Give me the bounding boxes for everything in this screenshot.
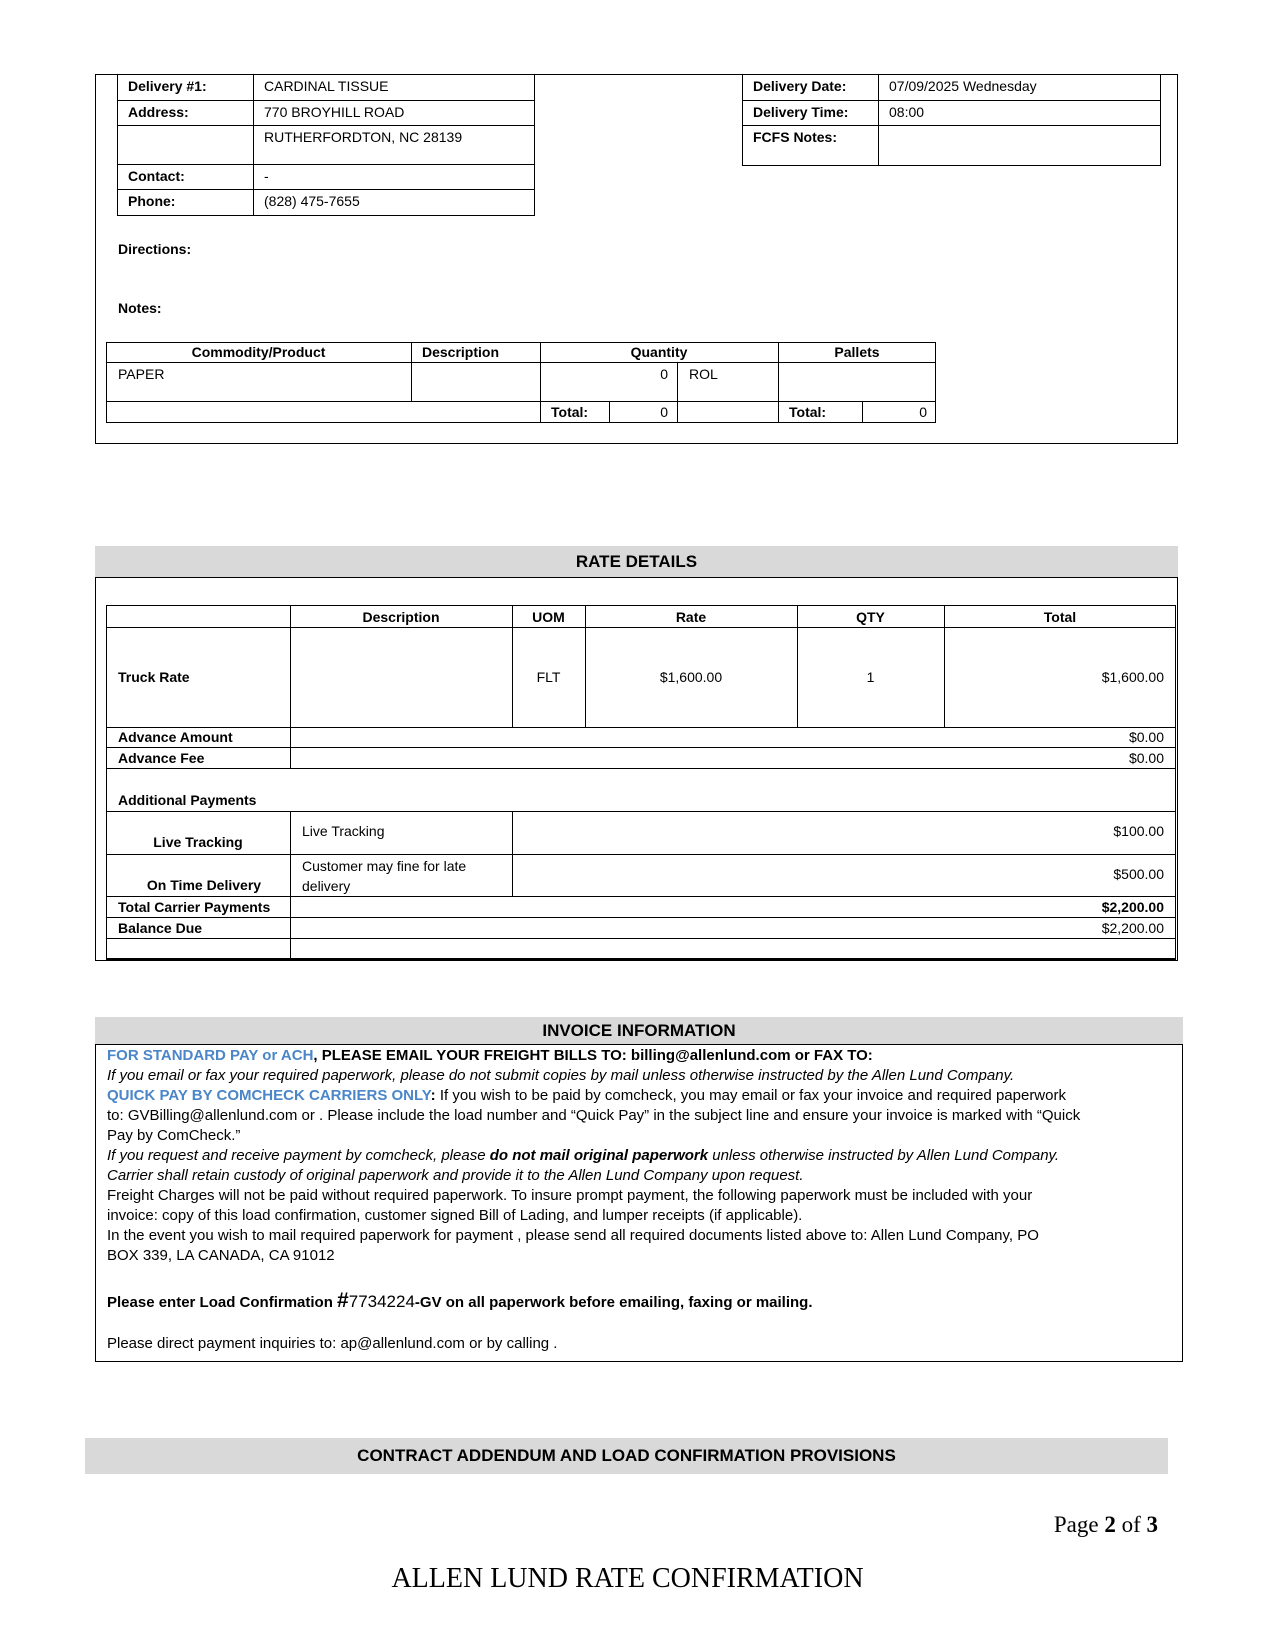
load-number: 7734224 xyxy=(348,1292,415,1311)
contact-label: Contact: xyxy=(117,164,254,190)
advance-amount-label: Advance Amount xyxy=(118,729,233,745)
load-confirmation-a: Please enter Load Confirmation xyxy=(107,1294,338,1311)
load-hash: # xyxy=(337,1289,349,1312)
page-number xyxy=(1054,1512,1158,1538)
load-confirmation-line xyxy=(107,1288,1179,1316)
total-carrier-payments-label: Total Carrier Payments xyxy=(118,899,271,915)
advance-amount-value: $0.00 xyxy=(1128,729,1164,745)
page-current: 2 xyxy=(1104,1512,1116,1537)
balance-due-label: Balance Due xyxy=(118,920,203,936)
on-time-delivery-desc-line2: delivery xyxy=(302,878,351,894)
quick-pay-line3: Pay by ComCheck.” xyxy=(107,1127,241,1144)
live-tracking-label: Live Tracking xyxy=(153,834,243,850)
delivery-date-value: 07/09/2025 Wednesday xyxy=(878,74,1161,101)
of-word: of xyxy=(1115,1512,1147,1537)
standard-pay-instructions: , PLEASE EMAIL YOUR FREIGHT BILLS TO: billing@allenlund.com or FAX TO: xyxy=(313,1047,873,1064)
contact-value: - xyxy=(253,164,535,190)
standard-pay-line xyxy=(107,1046,1179,1066)
total-carrier-payments-value: $2,200.00 xyxy=(1101,899,1164,915)
rate-col-qty: QTY xyxy=(856,609,885,625)
custody-note: Carrier shall retain custody of original paperwork and provide it to the Allen Lund Company upon request. xyxy=(107,1167,804,1184)
pallets-total-label: Total: xyxy=(789,404,827,420)
quick-pay-line xyxy=(107,1086,1179,1106)
on-time-delivery-desc-line1: Customer may fine for late xyxy=(302,858,467,874)
quick-pay-line2: to: GVBilling@allenlund.com or . Please include the load number and “Quick Pay” in the subject line and ensure your invoice is marked with “Quick xyxy=(107,1107,1081,1124)
comcheck-note-bold: do not mail original paperwork xyxy=(489,1147,709,1164)
phone-value: (828) 475-7655 xyxy=(253,189,535,216)
rate-col-uom: UOM xyxy=(532,609,565,625)
invoice-body xyxy=(107,1046,1179,1354)
balance-due-value: $2,200.00 xyxy=(1101,920,1164,936)
delivery-date-label: Delivery Date: xyxy=(742,74,879,101)
fcfs-notes-value xyxy=(878,125,1161,166)
invoice-title: INVOICE INFORMATION xyxy=(95,1017,1183,1045)
page-total: 3 xyxy=(1146,1512,1158,1537)
mail-paperwork-line2: BOX 339, LA CANADA, CA 91012 xyxy=(107,1247,335,1264)
notes-label: Notes: xyxy=(118,300,162,316)
truck-rate-total: $1,600.00 xyxy=(1101,669,1164,685)
commodity-qty: 0 xyxy=(660,366,668,382)
qty-total-value: 0 xyxy=(660,404,668,420)
comcheck-note-c: unless otherwise instructed by Allen Lund Company. xyxy=(708,1147,1060,1164)
rate-col-total: Total xyxy=(1043,609,1077,625)
advance-fee-label: Advance Fee xyxy=(118,750,205,766)
freight-charges-line2: invoice: copy of this load confirmation, customer signed Bill of Lading, and lumper receipts (if applicable). xyxy=(107,1207,803,1224)
delivery-number-label: Delivery #1: xyxy=(117,74,254,101)
page-word: Page xyxy=(1053,1512,1105,1537)
qty-total-label: Total: xyxy=(551,404,589,420)
truck-rate-rate: $1,600.00 xyxy=(659,669,723,685)
email-fax-note: If you email or fax your required paperwork, please do not submit copies by mail unless otherwise instructed by the Allen Lund Company. xyxy=(107,1067,1015,1084)
col-quantity: Quantity xyxy=(630,344,688,360)
quick-pay-colon: : xyxy=(430,1087,436,1104)
delivery-name: CARDINAL TISSUE xyxy=(253,74,535,101)
truck-rate-uom: FLT xyxy=(536,669,561,685)
commodity-product: PAPER xyxy=(118,366,165,382)
quick-pay-heading: QUICK PAY BY COMCHECK CARRIERS ONLY xyxy=(107,1087,431,1104)
address-line1: 770 BROYHILL ROAD xyxy=(253,100,535,126)
address-line2: RUTHERFORDTON, NC 28139 xyxy=(253,125,535,165)
live-tracking-amount: $100.00 xyxy=(1113,823,1164,839)
on-time-delivery-label: On Time Delivery xyxy=(146,877,262,893)
col-pallets: Pallets xyxy=(834,344,880,360)
delivery-time-label: Delivery Time: xyxy=(742,100,879,126)
pallets-total-value: 0 xyxy=(919,404,927,420)
fcfs-notes-label: FCFS Notes: xyxy=(742,125,879,166)
commodity-unit: ROL xyxy=(689,366,718,382)
col-commodity: Commodity/Product xyxy=(191,344,326,360)
col-description: Description xyxy=(422,344,500,360)
phone-label: Phone: xyxy=(117,189,254,216)
quick-pay-text: If you wish to be paid by comcheck, you may email or fax your invoice and required paperwork xyxy=(435,1087,1066,1104)
rate-col-rate: Rate xyxy=(675,609,707,625)
on-time-delivery-amount: $500.00 xyxy=(1113,866,1164,882)
comcheck-note xyxy=(107,1146,1179,1166)
truck-rate-qty: 1 xyxy=(866,669,875,685)
mail-paperwork-line1: In the event you wish to mail required paperwork for payment , please send all required documents listed above to: Allen Lund Company, PO xyxy=(107,1227,1039,1244)
standard-pay-heading: FOR STANDARD PAY or ACH xyxy=(107,1047,314,1064)
contract-addendum-heading: CONTRACT ADDENDUM AND LOAD CONFIRMATION PROVISIONS xyxy=(85,1438,1168,1474)
delivery-time-value: 08:00 xyxy=(878,100,1161,126)
document-footer-title: ALLEN LUND RATE CONFIRMATION xyxy=(391,1563,864,1594)
advance-fee-value: $0.00 xyxy=(1128,750,1164,766)
address-label-blank xyxy=(117,125,254,165)
live-tracking-desc: Live Tracking xyxy=(302,823,385,839)
payment-inquiry-line: Please direct payment inquiries to: ap@allenlund.com or by calling . xyxy=(107,1335,558,1352)
additional-payments-label: Additional Payments xyxy=(118,792,257,808)
truck-rate-label: Truck Rate xyxy=(118,669,190,685)
address-label: Address: xyxy=(117,100,254,126)
load-confirmation-b: -GV on all paperwork before emailing, faxing or mailing. xyxy=(414,1294,813,1311)
freight-charges-line1: Freight Charges will not be paid without required paperwork. To insure prompt payment, the following paperwork must be included with your xyxy=(107,1187,1033,1204)
directions-label: Directions: xyxy=(118,241,192,257)
comcheck-note-a: If you request and receive payment by comcheck, please xyxy=(107,1147,490,1164)
rate-col-description: Description xyxy=(362,609,440,625)
rate-details-title: RATE DETAILS xyxy=(95,546,1178,578)
